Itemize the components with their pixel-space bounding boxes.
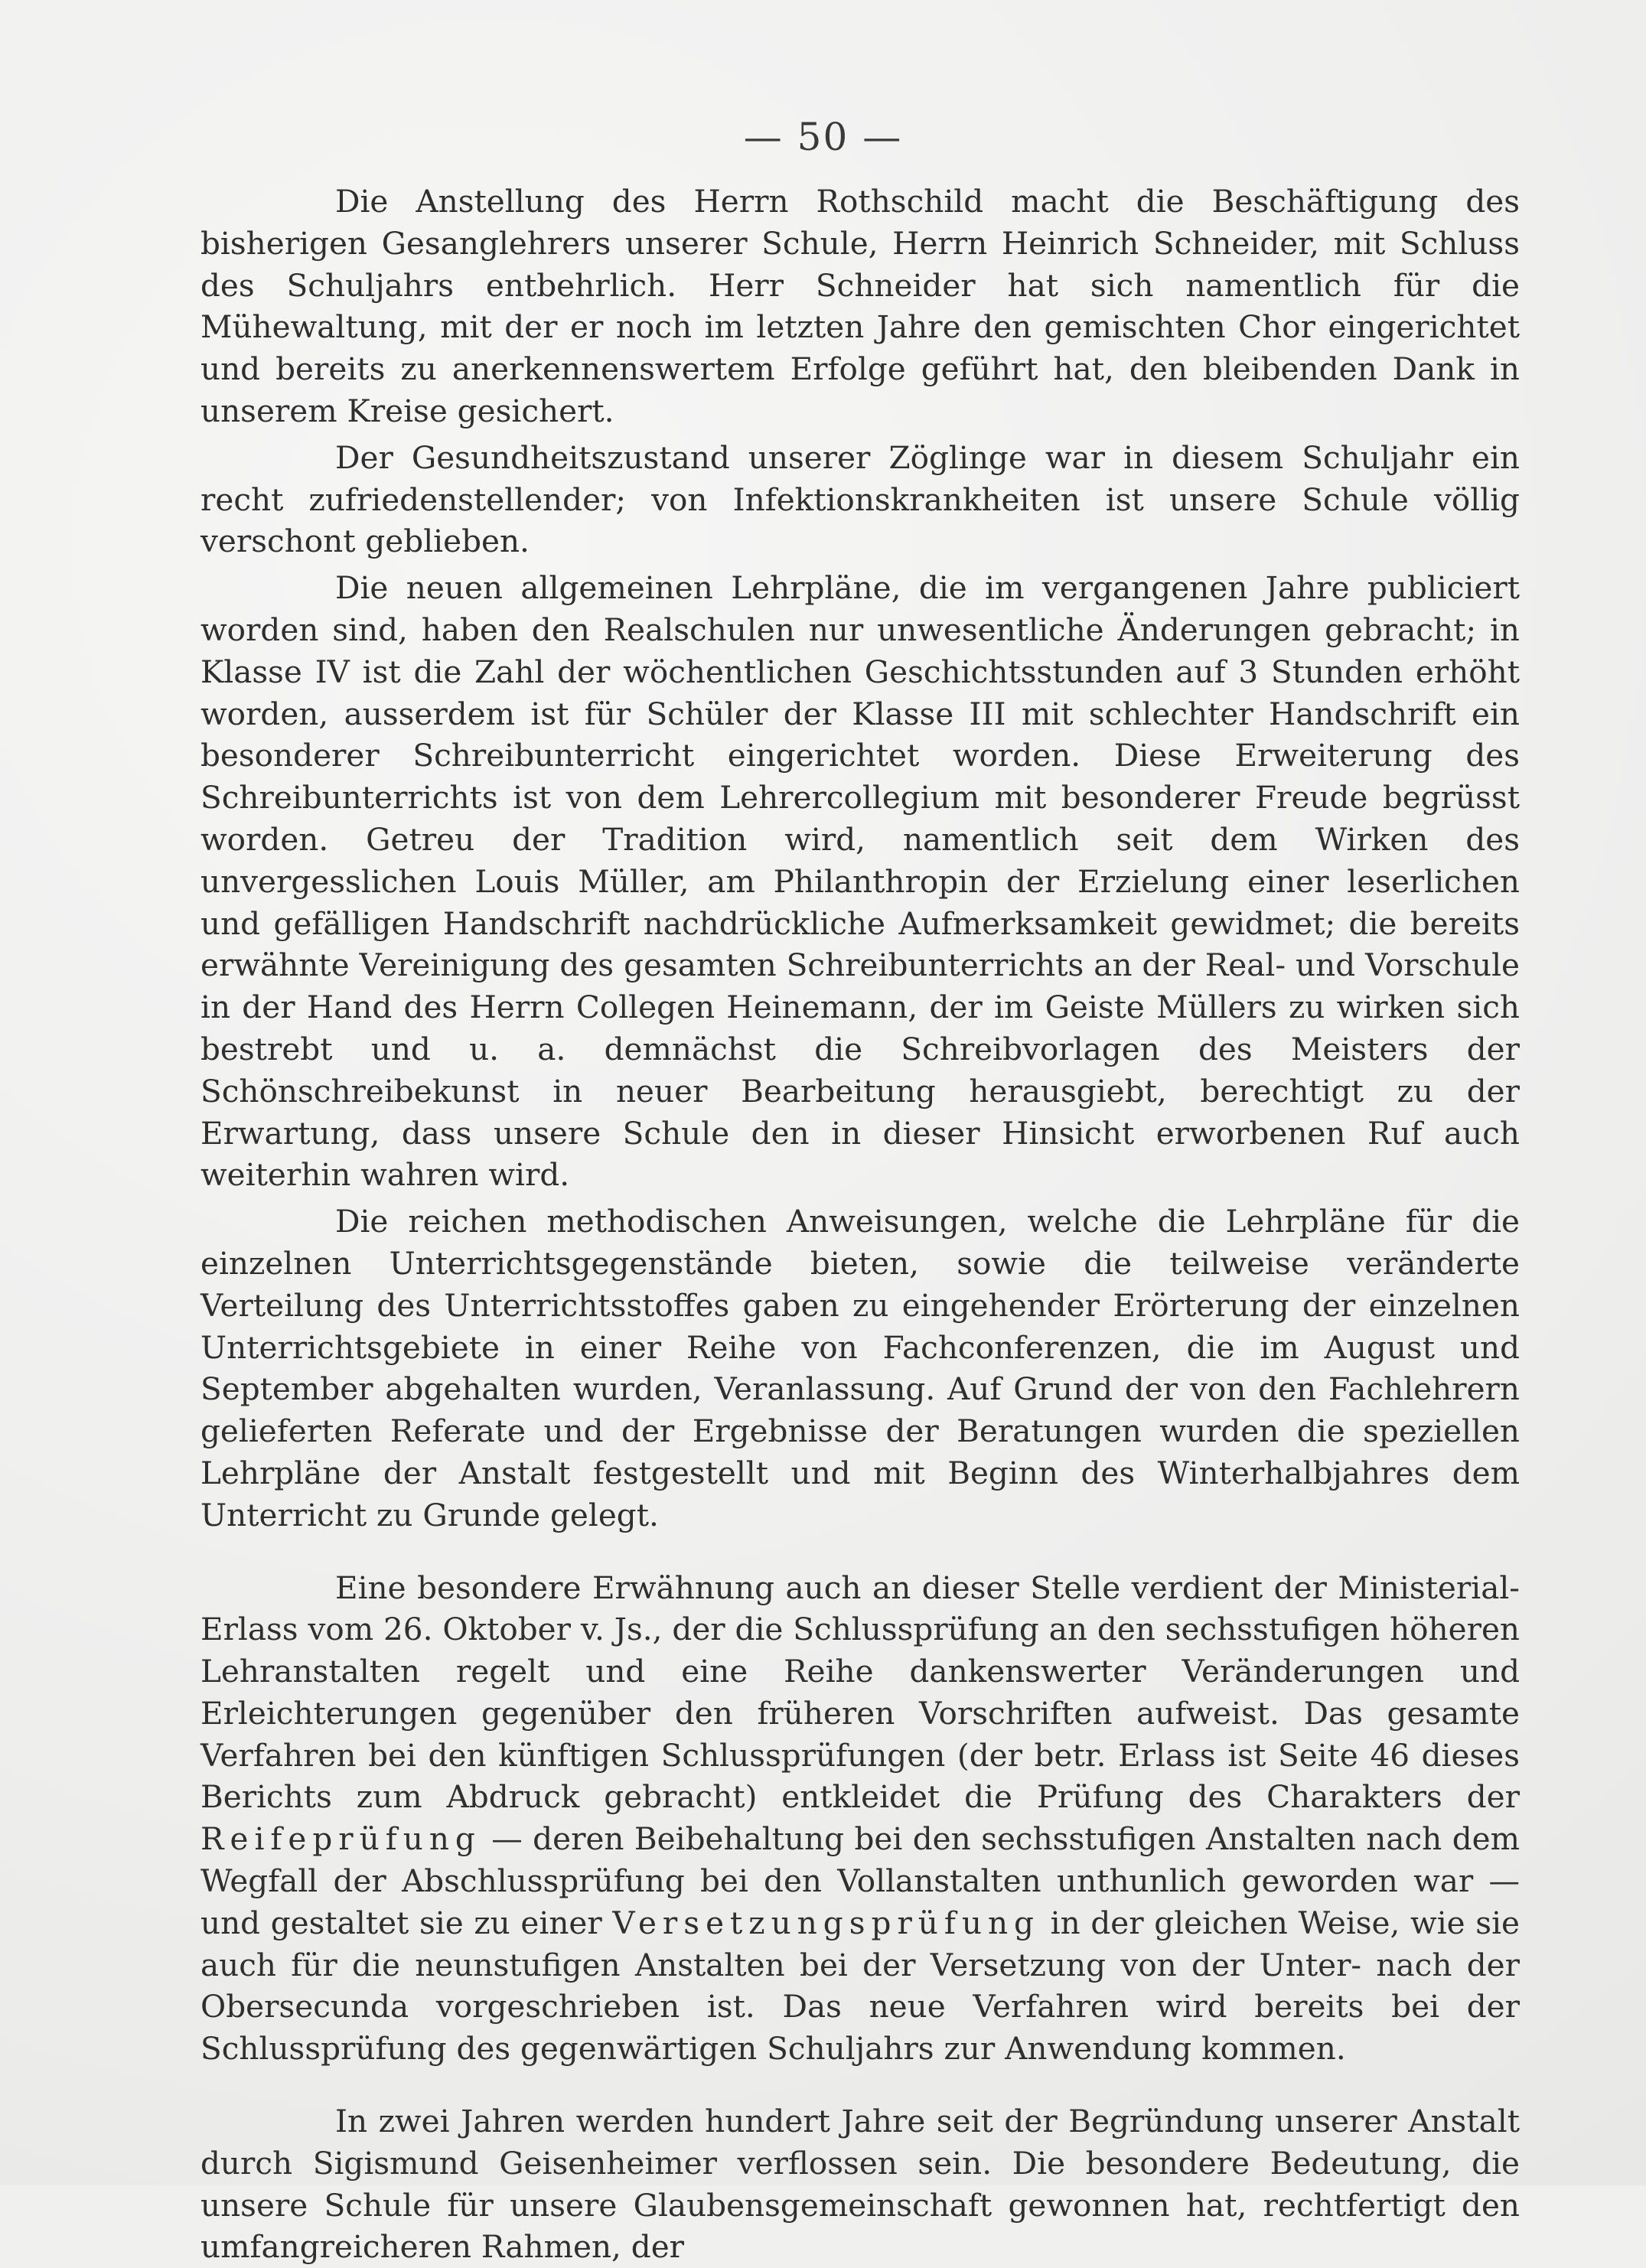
paragraph-text-part: — deren Beibehaltung bei den sechsstufigen Anstalten nach dem Wegfall der Abschlussprüfung bei den Vollanstalten unthunlich geworden war — und gestaltet sie zu einer — [200, 1820, 1520, 1941]
paragraph-gesanglehrer: Die Anstellung des Herrn Rothschild macht die Beschäftigung des bisherigen Gesanglehrers unserer Schule, Herrn Heinrich Schneider, mit Schluss des Schuljahrs entbehrlich. Herr Schneider hat sich namentlich für die Mühewaltung, mit der er noch im letzten Jahre den gemischten Chor eingerichtet und bereits zu anerkennenswertem Erfolge geführt hat, den bleibenden Dank in unserem Kreise gesichert. — [200, 183, 1520, 429]
paragraph-methodische-anweisungen: Die reichen methodischen Anweisungen, welche die Lehrpläne für die einzelnen Unterrichtsgegenstände bieten, sowie die teilweise veränderte Verteilung des Unterrichtsstoffes gaben zu eingehender Erörterung der einzelnen Unterrichtsgebiete in einer Reihe von Fachconferenzen, die im August und September abgehalten wurden, Veranlassung. Auf Grund der von den Fachlehrern gelieferten Referate und der Ergebnisse der Beratungen wurden die speziellen Lehrpläne der Anstalt festgestellt und mit Beginn des Winterhalbjahres dem Unterricht zu Grunde gelegt. — [200, 1203, 1520, 1533]
body-text — [200, 181, 1520, 2268]
paragraph-ministerial-erlass — [200, 1567, 1520, 2071]
paragraph-text-part: in der gleichen Weise, wie sie auch für die neunstufigen Anstalten bei der Versetzung von der Unter- nach der Obersecunda vorgeschrieben ist. Das neue Verfahren wird bereits bei der Schlussprüfung des gegenwärtigen Schuljahrs zur Anwendung kommen. — [200, 1904, 1521, 2068]
paragraph-gesundheitszustand: Der Gesundheitszustand unserer Zöglinge war in diesem Schuljahr ein recht zufriedenstellender; von Infektionskrankheiten ist unsere Schule völlig verschont geblieben. — [200, 438, 1520, 560]
page-number: — 50 — — [743, 115, 903, 159]
emphasis-versetzungspruefung: Versetzungsprüfung — [612, 1904, 1040, 1941]
paragraph-text-part: Eine besondere Erwähnung auch an dieser Stelle verdient der Ministerial-Erlass vom 26. Oktober v. Js., der die Schlussprüfung an den sechsstufigen höheren Lehranstalten regelt und eine Reihe dankenswerter Veränderungen und Erleichterungen gegenüber den früheren Vorschriften aufweist. Das gesamte Verfahren bei den künftigen Schlussprüfungen (der betr. Erlass ist Seite 46 dieses Berichts zum Abdruck gebracht) entkleidet die Prüfung des Charakters der — [200, 1569, 1520, 1816]
paragraph-lehrplaene: Die neuen allgemeinen Lehrpläne, die im vergangenen Jahre publiciert worden sind, haben den Realschulen nur unwesentliche Änderungen gebracht; in Klasse IV ist die Zahl der wöchentlichen Geschichtsstunden auf 3 Stunden erhöht worden, ausserdem ist für Schüler der Klasse III mit schlechter Handschrift ein besonderer Schreibunterricht eingerichtet worden. Diese Erweiterung des Schreibunterrichts ist von dem Lehrercollegium mit besonderer Freude begrüsst worden. Getreu der Tradition wird, namentlich seit dem Wirken des unvergesslichen Louis Müller, am Philanthropin der Erzielung einer leserlichen und gefälligen Handschrift nachdrückliche Aufmerksamkeit gewidmet; die bereits erwähnte Vereinigung des gesamten Schreibunterrichts an der Real- und Vorschule in der Hand des Herrn Collegen Heinemann, der im Geiste Müllers zu wirken sich bestrebt und u. a. demnächst die Schreibvorlagen des Meisters der Schönschreibekunst in neuer Bearbeitung herausgiebt, berechtigt zu der Erwartung, dass unsere Schule den in dieser Hinsicht erworbenen Ruf auch weiterhin wahren wird. — [200, 569, 1520, 1194]
paragraph-jubilaeum: In zwei Jahren werden hundert Jahre seit der Begründung unserer Anstalt durch Sigismund Geisenheimer verflossen sein. Die besondere Bedeutung, die unsere Schule für unsere Glaubensgemeinschaft gewonnen hat, rechtfertigt den umfangreicheren Rahmen, der — [200, 2103, 1520, 2266]
emphasis-reifepruefung: Reifeprüfung — [200, 1820, 481, 1858]
